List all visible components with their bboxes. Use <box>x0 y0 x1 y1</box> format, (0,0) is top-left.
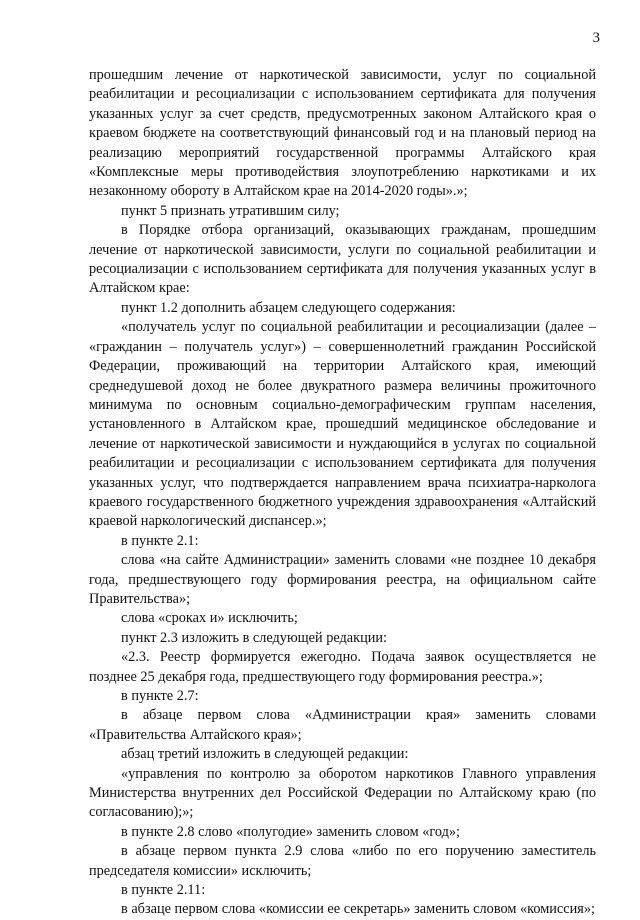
paragraph: «управления по контролю за оборотом наркотиков Главного управления Министерства внутренних дел Российской Федерации по Алтайскому краю (по согласованию);»; <box>89 765 596 821</box>
paragraph: в пункте 2.1: <box>121 532 199 549</box>
paragraph: в абзаце первом пункта 2.9 слова «либо по его поручению заместитель председателя комиссии» исключить; <box>89 843 596 879</box>
paragraph: «получатель услуг по социальной реабилитации и ресоциализации (далее – «гражданин – получатель услуг») – совершеннолетний гражданин Российской Федерации, проживающий на территории Алтайского края, имеющий среднедушевой доход не более двукратного размера величины прожиточного минимума по основным социально-демографическим группам населения, установленного в Алтайском крае, прошедший медицинское обследование и лечение от наркотической зависимости и нуждающийся в услугах по социальной реабилитации и ресоциализации с использованием сертификата для получения указанных услуг, что подтверждается направлением врача психиатра-нарколога краевого государственного бюджетного учреждения здравоохранения «Алтайский краевой наркологический диспансер.»; <box>89 319 596 530</box>
paragraph: в пункте 2.8 слово «полугодие» заменить словом «год»; <box>121 823 461 840</box>
paragraph-continuation: прошедшим лечение от наркотической зависимости, услуг по социальной реабилитации и ресоциализации с использованием сертификата для получения указанных услуг за счет средств, предусмотренных законом Алтайского края о краевом бюджете на соответствующий финансовый год и на плановый период на реализацию мероприятий государственной программы Алтайского края «Комплексные меры противодействия злоупотреблению наркотиками и их незаконному обороту в Алтайском крае на 2014-2020 годы».»; <box>89 67 596 200</box>
paragraph: в пункте 2.7: <box>121 688 199 704</box>
paragraph: «2.3. Реестр формируется ежегодно. Подача заявок осуществляется не позднее 25 декабря года, предшествующего году формирования реестра.»; <box>89 649 596 685</box>
paragraph: в абзаце первом слова «Администрации края» заменить словами «Правительства Алтайского края»; <box>89 707 596 743</box>
paragraph: слова «на сайте Администрации» заменить словами «не позднее 10 декабря года, предшествующего году формирования реестра, на официальном сайте Правительства»; <box>89 552 596 607</box>
paragraph: в пункте 2.11: <box>121 882 206 899</box>
paragraph: пункт 2.3 изложить в следующей редакции: <box>121 629 388 646</box>
page-number: 3 <box>592 30 600 46</box>
paragraph: в абзаце первом слова «комиссии ее секретарь» заменить словом «комиссия»; <box>121 901 595 918</box>
document-body <box>89 66 596 920</box>
paragraph: в Порядке отбора организаций, оказывающих гражданам, прошедшим лечение от наркотической зависимости, услуги по социальной реабилитации и ресоциализации с использованием сертификата для получения указанных услуг в Алтайском крае: <box>89 222 596 297</box>
paragraph: слова «сроках и» исключить; <box>121 610 298 627</box>
paragraph: пункт 5 признать утратившим силу; <box>121 202 340 219</box>
paragraph: абзац третий изложить в следующей редакции: <box>121 746 409 763</box>
paragraph: пункт 1.2 дополнить абзацем следующего содержания: <box>121 299 456 316</box>
